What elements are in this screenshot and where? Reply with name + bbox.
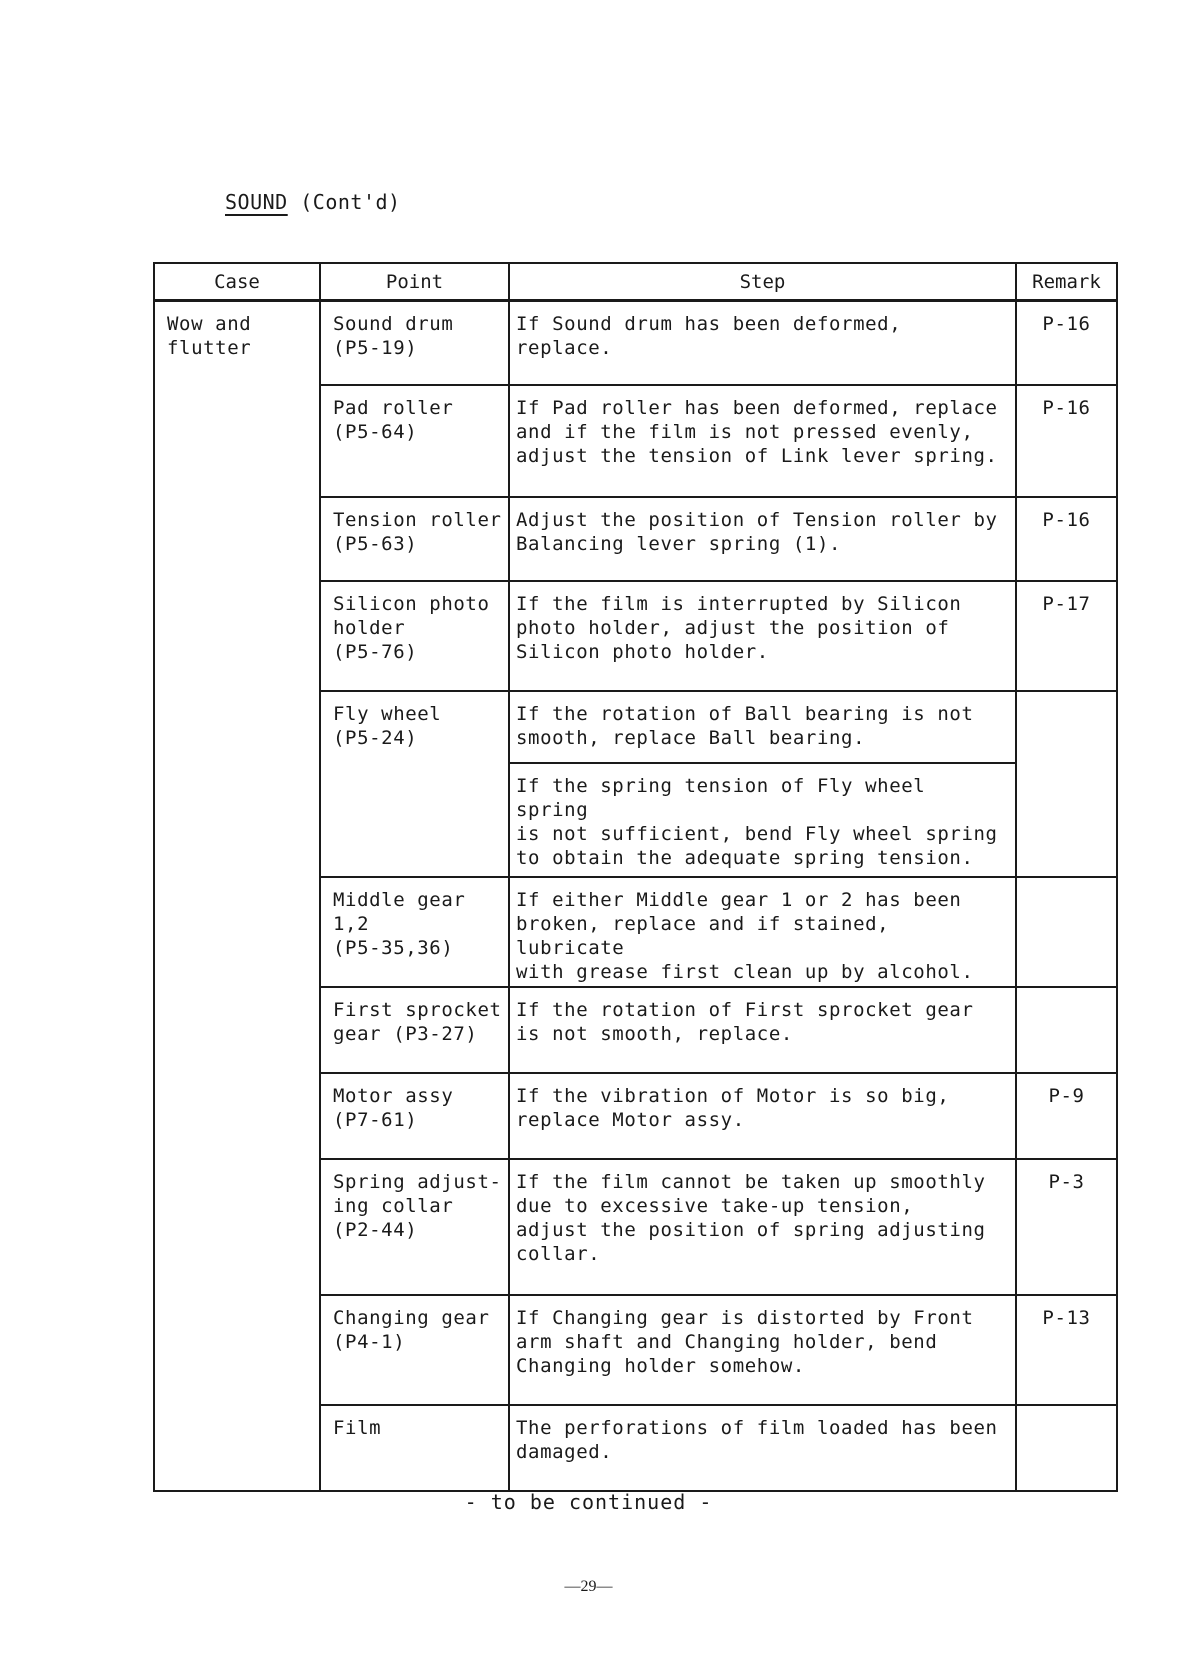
step-cell bbox=[509, 1159, 1016, 1295]
point-text: Motor assy (P7-61) bbox=[333, 1084, 454, 1131]
point-text: Spring adjust- ing collar (P2-44) bbox=[333, 1170, 502, 1241]
troubleshooting-table bbox=[153, 262, 1118, 1492]
header-point: Point bbox=[320, 263, 509, 301]
step-cell bbox=[509, 1073, 1016, 1159]
point-text: Changing gear (P4-1) bbox=[333, 1306, 490, 1353]
step-cell bbox=[509, 581, 1016, 691]
step-cell bbox=[509, 987, 1016, 1073]
remark-text: P-3 bbox=[1048, 1170, 1085, 1193]
remark-cell bbox=[1016, 691, 1117, 877]
remark-text bbox=[1017, 692, 1116, 702]
point-cell bbox=[320, 987, 509, 1073]
step-text: If Pad roller has been deformed, replace and if the film is not pressed evenly, adjust the tension of Link lever spring. bbox=[516, 396, 998, 467]
point-cell bbox=[320, 1073, 509, 1159]
table-body bbox=[154, 301, 1117, 1491]
step-text: If the rotation of Ball bearing is not smooth, replace Ball bearing. bbox=[516, 702, 974, 749]
remark-text bbox=[1017, 1406, 1116, 1416]
remark-cell bbox=[1016, 581, 1117, 691]
step-text: The perforations of film loaded has been damaged. bbox=[516, 1416, 998, 1463]
remark-text: P-13 bbox=[1042, 1306, 1091, 1329]
step-text: If the film cannot be taken up smoothly due to excessive take-up tension, adjust the position of spring adjusting collar. bbox=[516, 1170, 986, 1265]
remark-cell bbox=[1016, 877, 1117, 987]
section-suffix: (Cont'd) bbox=[300, 190, 401, 214]
page-number: —29— bbox=[564, 1578, 613, 1595]
point-cell bbox=[320, 581, 509, 691]
case-text: Wow and flutter bbox=[167, 313, 252, 359]
remark-cell bbox=[1016, 385, 1117, 497]
remark-text: P-9 bbox=[1048, 1084, 1085, 1107]
remark-cell bbox=[1016, 497, 1117, 581]
remark-cell bbox=[1016, 1073, 1117, 1159]
step-cell bbox=[509, 1295, 1016, 1405]
point-text: Tension roller (P5-63) bbox=[333, 508, 502, 555]
step-text: If the spring tension of Fly wheel spring is not sufficient, bend Fly wheel spring to obtain the adequate spring tension. bbox=[516, 774, 998, 869]
point-text: Sound drum (P5-19) bbox=[333, 313, 454, 359]
step-cell bbox=[509, 691, 1016, 763]
case-cell bbox=[154, 301, 320, 1491]
point-cell bbox=[320, 1295, 509, 1405]
point-cell bbox=[320, 385, 509, 497]
point-cell bbox=[320, 1159, 509, 1295]
remark-text: P-16 bbox=[1042, 508, 1091, 531]
step-text: If Changing gear is distorted by Front arm shaft and Changing holder, bend Changing holder somehow. bbox=[516, 1306, 974, 1377]
step-cell bbox=[509, 1405, 1016, 1491]
point-text: Middle gear 1,2 (P5-35,36) bbox=[333, 888, 466, 959]
remark-text: P-16 bbox=[1042, 396, 1091, 419]
remark-cell bbox=[1016, 1159, 1117, 1295]
step-text: If Sound drum has been deformed, replace. bbox=[516, 313, 902, 359]
header-step: Step bbox=[509, 263, 1016, 301]
section-heading bbox=[225, 190, 401, 214]
header-remark: Remark bbox=[1016, 263, 1117, 301]
step-text: Adjust the position of Tension roller by Balancing lever spring (1). bbox=[516, 508, 998, 555]
point-text: Film bbox=[333, 1416, 382, 1439]
step-text: If the rotation of First sprocket gear is not smooth, replace. bbox=[516, 998, 974, 1045]
step-cell bbox=[509, 763, 1016, 877]
point-cell bbox=[320, 301, 509, 385]
remark-cell bbox=[1016, 1405, 1117, 1491]
remark-cell bbox=[1016, 987, 1117, 1073]
point-cell bbox=[320, 691, 509, 877]
point-cell bbox=[320, 497, 509, 581]
step-text: If either Middle gear 1 or 2 has been broken, replace and if stained, lubricate with grease first clean up by alcohol. bbox=[516, 888, 974, 983]
step-cell bbox=[509, 497, 1016, 581]
point-cell bbox=[320, 877, 509, 987]
point-text: First sprocket gear (P3-27) bbox=[333, 998, 502, 1045]
header-case: Case bbox=[154, 263, 320, 301]
remark-text bbox=[1017, 988, 1116, 998]
point-text: Fly wheel (P5-24) bbox=[333, 702, 442, 749]
table-row bbox=[154, 301, 1117, 385]
point-cell bbox=[320, 1405, 509, 1491]
step-cell bbox=[509, 301, 1016, 385]
section-title: SOUND bbox=[225, 190, 288, 214]
step-text: If the film is interrupted by Silicon photo holder, adjust the position of Silicon photo holder. bbox=[516, 592, 962, 663]
continued-note: - to be continued - bbox=[464, 1490, 713, 1514]
table-header-row bbox=[154, 263, 1117, 301]
remark-text bbox=[1017, 878, 1116, 888]
step-text: If the vibration of Motor is so big, replace Motor assy. bbox=[516, 1084, 950, 1131]
remark-text: P-17 bbox=[1042, 592, 1091, 615]
point-text: Pad roller (P5-64) bbox=[333, 396, 454, 443]
remark-cell bbox=[1016, 1295, 1117, 1405]
remark-text: P-16 bbox=[1042, 313, 1091, 335]
step-cell bbox=[509, 385, 1016, 497]
point-text: Silicon photo holder (P5-76) bbox=[333, 592, 490, 663]
remark-cell bbox=[1016, 301, 1117, 385]
step-cell bbox=[509, 877, 1016, 987]
